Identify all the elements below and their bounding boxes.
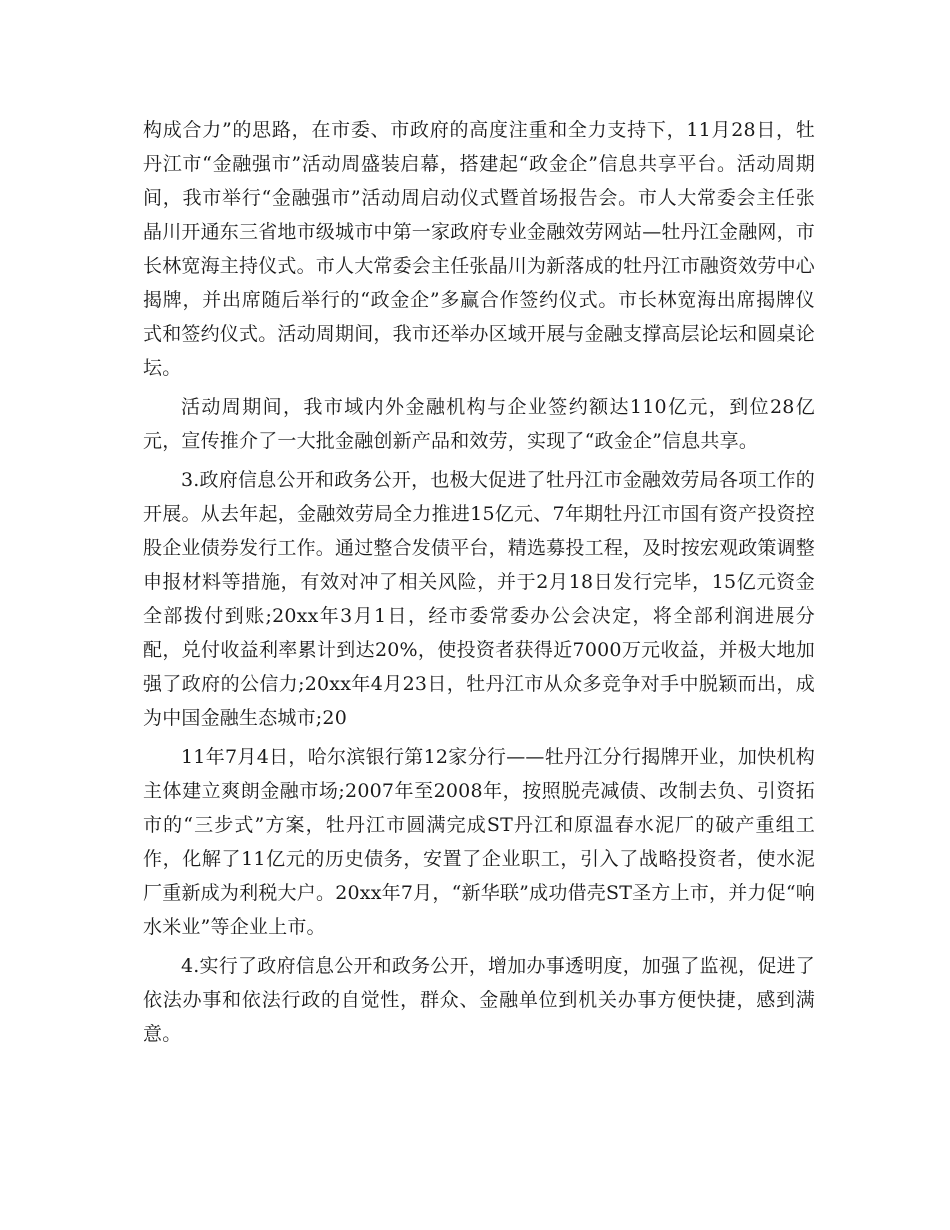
paragraph-harbin-bank: 11年7月4日，哈尔滨银行第12家分行——牡丹江分行揭牌开业，加快机构主体建立爽朗金融市场;2007年至2008年，按照脱壳减债、改制去负、引资拓市的“三步式”方案，牡丹江市圆满完成ST丹江和原温春水泥厂的破产重组工作，化解了11亿元的历史债务，安置了企业职工，引入了战略投资者，使水泥厂重新成为利税大户。20xx年7月，“新华联”成功借壳ST圣方上市，并力促“响水米业”等企业上市。 xyxy=(143,746,815,938)
paragraph-item-3: 3.政府信息公开和政务公开，也极大促进了牡丹江市金融效劳局各项工作的开展。从去年起，金融效劳局全力推进15亿元、7年期牡丹江市国有资产投资控股企业债券发行工作。通过整合发债平台，精选募投工程，及时按宏观政策调整申报材料等措施，有效对冲了相关风险，并于2月18日发行完毕，15亿元资金全部拨付到账;20xx年3月1日，经市委常委办公会决定，将全部利润进展分配，兑付收益利率累计到达20%，使投资者获得近7000万元收益，并极大地加强了政府的公信力;20xx年4月23日，牡丹江市从众多竞争对手中脱颖而出，成为中国金融生态城市;20 xyxy=(143,469,816,729)
paragraph-continuation: 构成合力”的思路，在市委、市政府的高度注重和全力支持下，11月28日，牡丹江市“金融强市”活动周盛装启幕，搭建起“政金企”信息共享平台。活动周期间，我市举行“金融强市”活动周启动仪式暨首场报告会。市人大常委会主任张晶川开通东三省地市级城市中第一家政府专业金融效劳网站—牡丹江金融网，市长林宽海主持仪式。市人大常委会主任张晶川为新落成的牡丹江市融资效劳中心揭牌，并出席随后举行的“政金企”多赢合作签约仪式。市长林宽海出席揭牌仪式和签约仪式。活动周期间，我市还举办区域开展与金融支撑高层论坛和圆桌论坛。 xyxy=(143,119,816,379)
paragraph-signing-amount: 活动周期间，我市域内外金融机构与企业签约额达110亿元，到位28亿元，宣传推介了一大批金融创新产品和效劳，实现了“政金企”信息共享。 xyxy=(143,396,815,452)
document-body xyxy=(143,113,815,1056)
paragraph-item-4: 4.实行了政府信息公开和政务公开，增加办事透明度，加强了监视，促进了依法办事和依法行政的自觉性，群众、金融单位到机关办事方便快捷，感到满意。 xyxy=(143,955,815,1045)
